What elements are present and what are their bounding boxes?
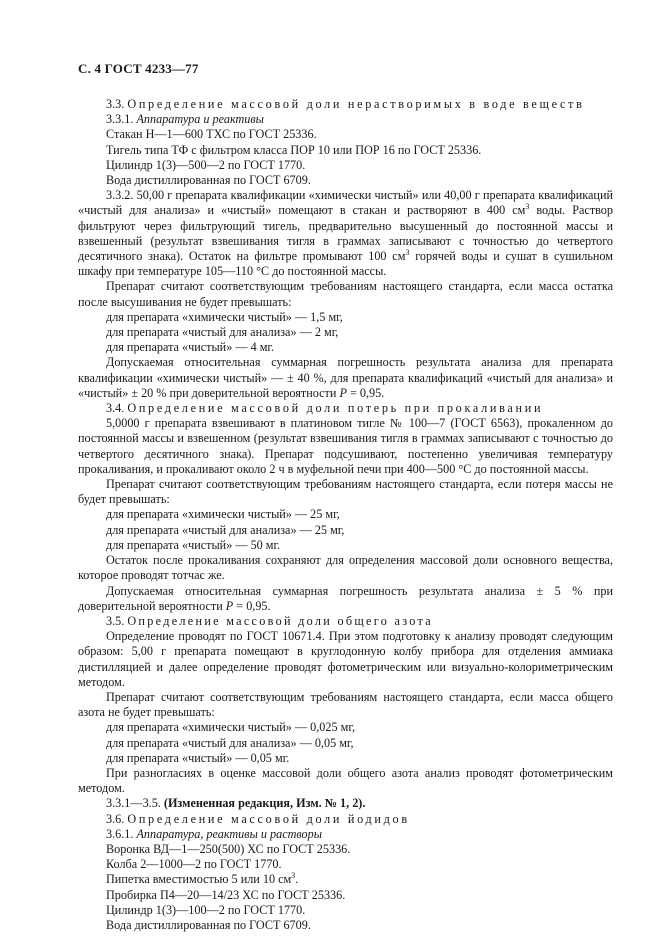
paragraph-3-3-2: 3.3.2. 50,00 г препарата квалификации «химически чистый» или 40,00 г препарата квалификаций «чистый для анализа» и «чистый» помещают в стакан и растворяют в 400 $см^3$ воды. Раствор фильтруют через фильтрующий тигель, предварительно высушенный до постоянной массы и взвешенный (результат взвешивания тигля в граммах записывают с точностью до четвертого десятичного знака). Остаток на фильтре промывают 100 $см^3$ горячей воды и сушат в сушильном шкафу при температуре 105—110 °С до постоянной массы. [78,188,614,279]
subsection-3-6-1-heading: 3.6.1. Аппаратура, реактивы и растворы [106,826,322,841]
section-3-5-heading: 3.5. Определение массовой доли общего азота [106,613,433,628]
paragraph-requirement: Препарат считают соответствующим требованиям настоящего стандарта, если масса остатка после высушивания не будет превышать: [78,279,613,309]
list-item: Вода дистиллированная по ГОСТ 6709. [106,917,311,932]
section-title: Определение массовой доли общего азота [127,613,433,628]
list-item: Воронка ВД—1—250(500) ХС по ГОСТ 25336. [106,841,351,856]
limit-item: для препарата «химически чистый» — 1,5 мг, [106,309,343,324]
list-item: Цилиндр 1(3)—100—2 по ГОСТ 1770. [106,902,306,917]
limit-item: для препарата «чистый» — 4 мг. [106,340,275,355]
limit-item: для препарата «чистый» — 50 мг. [106,537,281,552]
list-item: Вода дистиллированная по ГОСТ 6709. [106,173,311,188]
section-3-6-heading: 3.6. Определение массовой доли йодидов [106,811,410,826]
section-3-3-heading: 3.3. Определение массовой доли нерастворимых в воде веществ [106,97,585,111]
limit-item: для препарата «чистый для анализа» — 2 мг, [106,325,339,340]
list-item: Пробирка П4—20—14/23 ХС по ГОСТ 25336. [106,887,346,902]
list-item: Колба 2—1000—2 по ГОСТ 1770. [106,857,282,872]
list-item: Пипетка вместимостью 5 или 10 $см^3$. [106,871,299,887]
limit-item: для препарата «химически чистый» — 0,025 мг, [106,720,356,735]
section-3-4-heading: 3.4. Определение массовой доли потерь при прокаливании [106,401,544,416]
section-title: Определение массовой доли йодидов [127,811,410,826]
paragraph-procedure: 5,0000 г препарата взвешивают в платиновом тигле № 100—7 (ГОСТ 6563), прокаленном до постоянной массы и взвешенном (результат взвешивания тигля в граммах записывают с точностью до четвертого десятичного знака). Препарат подсушивают, постепенно увеличивая температуру прокаливания, и прокаливают около 2 ч в муфельной печи при 400—500 °С до постоянной массы. [78,416,613,476]
amendment-note: 3.3.1—3.5. (Измененная редакция, Изм. № 1, 2). [106,796,366,811]
list-item: Стакан Н—1—600 ТХС по ГОСТ 25336. [106,127,317,142]
paragraph-dispute: При разногласиях в оценке массовой доли общего азота анализ проводят фотометрическим методом. [78,765,613,796]
limit-item: для препарата «чистый для анализа» — 0,05 мг, [106,735,354,750]
paragraph-error: Допускаемая относительная суммарная погрешность результата анализа для препарата квалификации «химически чистый» — ± 40 %, для препарата квалификаций «чистый для анализа» и «чистый» ± 20 % при доверительной вероятности P = 0,95. [78,355,613,400]
document-body [78,97,613,933]
list-item: Тигель типа ТФ с фильтром класса ПОР 10 или ПОР 16 по ГОСТ 25336. [106,142,482,157]
list-item: Цилиндр 1(3)—500—2 по ГОСТ 1770. [106,157,306,172]
limit-item: для препарата «чистый» — 0,05 мг. [106,750,290,765]
paragraph-residue: Остаток после прокаливания сохраняют для определения массовой доли основного вещества, которое проводят тотчас же. [78,553,613,583]
section-title: Определение массовой доли потерь при прокаливании [127,401,544,416]
subsection-3-3-1-heading: 3.3.1. Аппаратура и реактивы [106,112,264,127]
page-header: С. 4 ГОСТ 4233—77 [78,61,199,76]
paragraph-error: Допускаемая относительная суммарная погрешность результата анализа ± 5 % при доверительной вероятности P = 0,95. [78,583,613,613]
limit-item: для препарата «химически чистый» — 25 мг, [106,507,340,522]
section-title: Определение массовой доли нерастворимых в воде веществ [127,97,585,111]
paragraph-procedure: Определение проводят по ГОСТ 10671.4. При этом подготовку к анализу проводят следующим образом: 5,00 г препарата помещают в круглодонную колбу прибора для отделения аммиака дистилляцией и далее определение проводят фотометрическим или визуально-колориметрическим методом. [78,629,613,689]
paragraph-requirement: Препарат считают соответствующим требованиям настоящего стандарта, если потеря массы не будет превышать: [78,477,613,507]
paragraph-requirement: Препарат считают соответствующим требованиям настоящего стандарта, если масса общего азота не будет превышать: [78,689,613,720]
limit-item: для препарата «чистый для анализа» — 25 мг, [106,522,345,537]
